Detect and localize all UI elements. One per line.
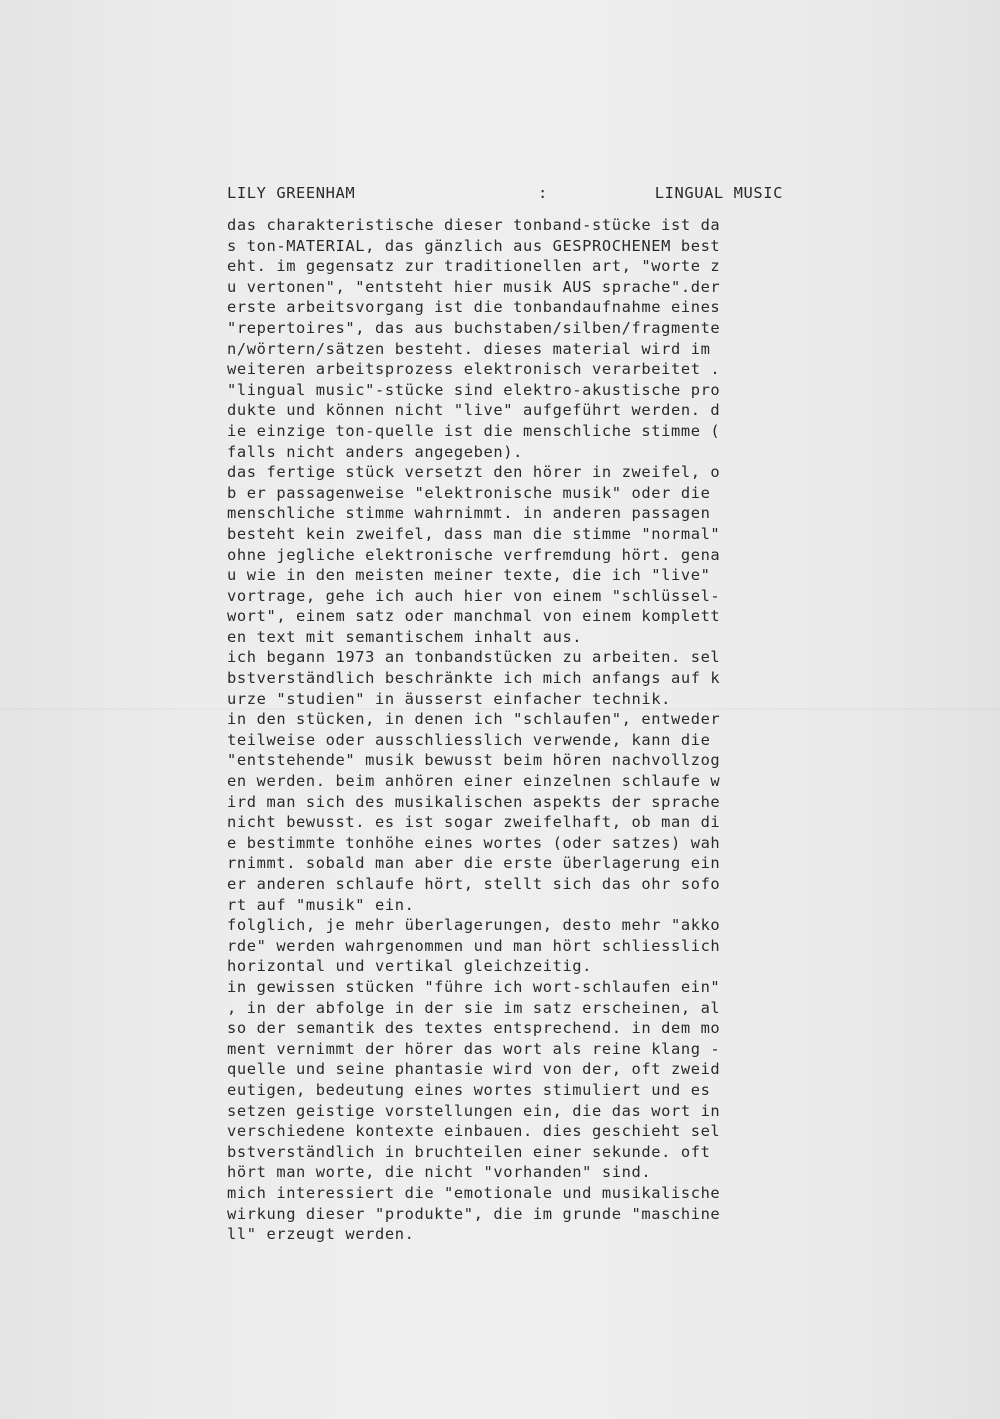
text-line: teilweise oder ausschliesslich verwende, kann die <box>227 730 711 749</box>
text-line: das charakteristische dieser tonband-stücke ist da <box>227 216 721 234</box>
text-line: rnimmt. sobald man aber die erste überlagerung ein <box>227 854 721 873</box>
text-line: wort", einem satz oder manchmal von einem komplett <box>227 607 721 626</box>
text-line: eutigen, bedeutung eines wortes stimuliert und es <box>227 1080 711 1099</box>
text-line: horizontal und vertikal gleichzeitig. <box>227 957 593 976</box>
text-line: ich begann 1973 an tonbandstücken zu arbeiten. sel <box>227 648 721 667</box>
text-line: in gewissen stücken "führe ich wort-schlaufen ein" <box>227 977 721 996</box>
text-line: bstverständlich in bruchteilen einer sekunde. oft <box>227 1142 711 1161</box>
author-name: LILY GREENHAM <box>227 184 356 202</box>
text-line: er anderen schlaufe hört, stellt sich das ohr sofo <box>227 875 721 893</box>
text-line: besteht kein zweifel, dass man die stimme "normal" <box>227 524 721 543</box>
text-line: hört man worte, die nicht "vorhanden" sind. <box>227 1163 652 1182</box>
text-line: vortrage, gehe ich auch hier von einem "schlüssel- <box>227 586 721 605</box>
text-line: das fertige stück versetzt den hörer in zweifel, o <box>227 463 721 482</box>
body-text <box>227 215 807 1245</box>
text-line: in den stücken, in denen ich "schlaufen", entweder <box>227 710 721 729</box>
header-separator: : <box>538 184 548 202</box>
text-line: u vertonen", "entsteht hier musik AUS sprache".der <box>227 277 721 296</box>
text-line: rde" werden wahrgenommen und man hört schliesslich <box>227 936 721 955</box>
text-line: mich interessiert die "emotionale und musikalische <box>227 1183 721 1202</box>
text-line: e bestimmte tonhöhe eines wortes (oder satzes) wah <box>227 833 721 852</box>
text-line: quelle und seine phantasie wird von der, oft zweid <box>227 1060 721 1079</box>
text-line: "repertoires", das aus buchstaben/silben/fragmente <box>227 318 721 337</box>
text-line: rt auf "musik" ein. <box>227 895 415 914</box>
text-line: ll" erzeugt werden. <box>227 1225 415 1244</box>
text-line: ment vernimmt der hörer das wort als reine klang - <box>227 1039 721 1058</box>
text-line: en werden. beim anhören einer einzelnen schlaufe w <box>227 772 721 791</box>
text-line: ohne jegliche elektronische verfremdung hört. gena <box>227 545 721 564</box>
text-line: menschliche stimme wahrnimmt. in anderen passagen <box>227 504 711 523</box>
text-line: dukte und können nicht "live" aufgeführt werden. d <box>227 401 721 420</box>
text-line: ie einzige ton-quelle ist die menschliche stimme ( <box>227 421 721 440</box>
text-line: bstverständlich beschränkte ich mich anfangs auf k <box>227 669 721 688</box>
text-line: "lingual music"-stücke sind elektro-akustische pro <box>227 380 721 399</box>
document-title: LINGUAL MUSIC <box>654 184 783 202</box>
text-line: nicht bewusst. es ist sogar zweifelhaft, ob man di <box>227 813 721 832</box>
text-line: verschiedene kontexte einbauen. dies geschieht sel <box>227 1122 721 1141</box>
text-line: falls nicht anders angegeben). <box>227 442 523 461</box>
text-line: "entstehende" musik bewusst beim hören nachvollzog <box>227 751 721 770</box>
text-line: eht. im gegensatz zur traditionellen art, "worte z <box>227 257 721 276</box>
text-line: u wie in den meisten meiner texte, die ich "live" <box>227 566 711 585</box>
text-line: wirkung dieser "produkte", die im grunde "maschine <box>227 1204 721 1223</box>
text-line: setzen geistige vorstellungen ein, die das wort in <box>227 1101 721 1120</box>
text-line: erste arbeitsvorgang ist die tonbandaufnahme eines <box>227 298 721 317</box>
text-line: b er passagenweise "elektronische musik" oder die <box>227 483 711 502</box>
text-line: weiteren arbeitsprozess elektronisch verarbeitet . <box>227 360 721 379</box>
page-header <box>227 184 783 208</box>
text-line: , in der abfolge in der sie im satz erscheinen, al <box>227 998 721 1017</box>
text-line: so der semantik des textes entsprechend. in dem mo <box>227 1019 721 1038</box>
text-line: urze "studien" in äusserst einfacher technik. <box>227 689 671 708</box>
text-line: n/wörtern/sätzen besteht. dieses material wird im <box>227 339 711 358</box>
text-line: ird man sich des musikalischen aspekts der sprache <box>227 792 721 811</box>
text-line: s ton-MATERIAL, das gänzlich aus GESPROCHENEM best <box>227 236 721 255</box>
text-line: en text mit semantischem inhalt aus. <box>227 627 583 646</box>
text-line: folglich, je mehr überlagerungen, desto mehr "akko <box>227 916 721 935</box>
